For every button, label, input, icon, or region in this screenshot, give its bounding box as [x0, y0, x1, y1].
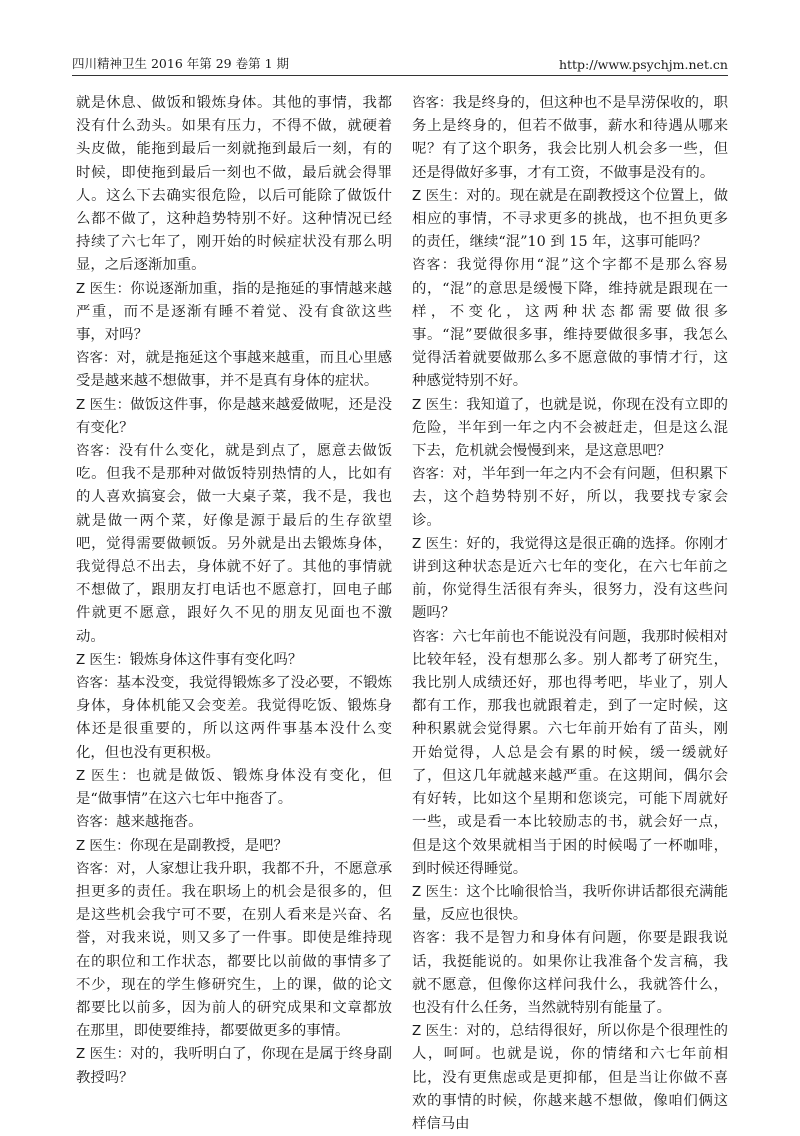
speaker-label: Z 医生： — [76, 838, 130, 854]
running-header — [72, 52, 728, 76]
speaker-label: 咨客： — [412, 258, 457, 274]
journal-url: http://www.psychjm.net.cn — [558, 57, 728, 72]
paragraph-text: 锻炼身体这件事有变化吗？ — [129, 651, 303, 668]
paragraph — [76, 278, 392, 348]
paragraph — [76, 672, 392, 765]
speaker-label: 咨客： — [76, 351, 117, 367]
paragraph-text: 我是终身的，但这种也不是旱涝保收的，职务上是终身的，但若不做事，薪水和待遇从哪来呢？有了这个职务，我会比别人机会多一些，但还是得做好多事，才有工资，不做事是没有的。 — [412, 95, 728, 181]
paragraph — [412, 254, 728, 393]
paragraph-text: 我知道了，也就是说，你现在没有立即的危险，半年到一年之内不会被赶走，但是这么混下去，危机就会慢慢到来，是这意思吧？ — [412, 396, 728, 460]
paragraph-text: 对的。现在就是在副教授这个位置上，做相应的事情，不寻求更多的挑战，也不担负更多的责任，继续“混”10 到 15 年，这事可能吗？ — [412, 187, 728, 251]
paragraph — [412, 463, 728, 533]
speaker-label: Z 医生： — [76, 768, 137, 784]
paragraph — [76, 347, 392, 393]
paragraph — [412, 92, 728, 185]
paragraph-text: 六七年前也不能说没有问题，我那时候相对比较年轻，没有想那么多。别人都考了研究生，我比别人成绩还好，那也得考吧，毕业了，别人都有工作，那我也就跟着走，到了一定时候，这种积累就会觉得累。六七年前开始有了苗头，刚开始觉得，人总是会有累的时候，缓一缓就好了，但这几年就越来越严重。在这期间，偶尔会有好转，比如这个星期和您谈完，可能下周就好一些，或是看一本比较励志的书，就会好一点，但是这个效果就相当于困的时候喝了一杯咖啡，到时候还得睡觉。 — [412, 628, 728, 877]
speaker-label: Z 医生： — [76, 281, 131, 297]
paragraph-text: 对的，我听明白了，你现在是属于终身副教授吗？ — [76, 1046, 392, 1086]
paragraph-text: 没有什么变化，就是到点了，愿意去做饭吃。但我不是那种对做饭特别热情的人，比如有的人喜欢搞宴会，做一大桌子菜，我不是，我也就是做一两个菜，好像是源于最后的生存欲望吧，觉得需要做顿饭。另外就是出去锻炼身体，我觉得总不出去，身体就不好了。其他的事情就不想做了，跟朋友打电话也不愿意打，回电子邮件就更不愿意，跟好久不见的朋友见面也不激动。 — [76, 443, 392, 645]
speaker-label: Z 医生： — [412, 397, 467, 413]
paragraph-text: 做饭这件事，你是越来越爱做呢，还是没有变化？ — [76, 396, 392, 436]
paragraph-text: 对的，总结得很好，所以你是个很理性的人，呵呵。也就是说，你的情绪和六七年前相比，没有更焦虑或是更抑郁，但是当让你做不喜欢的事情的时候，你越来越不想做，像咱们俩这样信马由 — [412, 1023, 728, 1132]
paragraph-text: 好的，我觉得这是很正确的选择。你刚才讲到这种状态是近六七年的变化，在六七年前之前，你觉得生活很有奔头，很努力，没有这些问题吗？ — [412, 535, 728, 622]
paragraph — [76, 394, 392, 440]
speaker-label: 咨客： — [76, 676, 117, 692]
speaker-label: 咨客： — [412, 96, 453, 111]
paragraph-text: 对，人家想让我升职，我都不升，不愿意承担更多的责任。我在职场上的机会是很多的，但是这些机会我宁可不要，在别人看来是兴奋、名誉，对我来说，则又多了一件事。即使是维持现在的职位和工作状态，都要比以前做的事情多了不少，现在的学生修研究生，上的课，做的论文都要比以前多，因为前人的研究成果和文章都放在那里，即使要维持，都要做更多的事情。 — [76, 860, 392, 1040]
left-column — [76, 92, 392, 1090]
paragraph — [412, 626, 728, 881]
paragraph-text: 你说逐渐加重，指的是拖延的事情越来越严重，而不是逐渐有睡不着觉、没有食欲这些事，对吗？ — [76, 280, 392, 344]
paragraph — [412, 881, 728, 927]
speaker-label: 咨客： — [412, 629, 453, 645]
speaker-label: Z 医生： — [76, 652, 130, 668]
speaker-label: 咨客： — [76, 861, 117, 877]
paragraph — [412, 185, 728, 255]
speaker-label: Z 医生： — [76, 397, 131, 413]
paragraph — [412, 533, 728, 626]
right-column — [412, 92, 728, 1136]
paragraph — [76, 765, 392, 811]
speaker-label: Z 医生： — [412, 1024, 467, 1040]
paragraph-text: 这个比喻很恰当，我听你讲话都很充满能量，反应也很快。 — [412, 883, 728, 924]
paragraph — [412, 1020, 728, 1136]
paragraph — [412, 927, 728, 1020]
speaker-label: 咨客： — [412, 467, 453, 483]
paragraph — [76, 1043, 392, 1089]
paragraph — [76, 858, 392, 1044]
speaker-label: Z 医生： — [412, 536, 467, 552]
paragraph-text: 也就是做饭、锻炼身体没有变化，但是“做事情”在这六七年中拖沓了。 — [76, 767, 392, 808]
paragraph — [76, 835, 392, 858]
paragraph — [76, 440, 392, 649]
speaker-label: 咨客： — [76, 444, 119, 460]
paragraph-text: 越来越拖沓。 — [116, 814, 203, 831]
speaker-label: Z 医生： — [76, 1047, 131, 1063]
paragraph-text: 你现在是副教授，是吧？ — [129, 837, 288, 854]
paragraph-text: 我不是智力和身体有问题，你要是跟我说话，我挺能说的。如果你让我准备个发言稿，我就不愿意，但像你这样问我什么，我就答什么，也没有什么任务，当然就特别有能量了。 — [412, 930, 728, 1016]
journal-citation: 四川精神卫生 2016 年第 29 卷第 1 期 — [72, 56, 290, 71]
paragraph — [76, 92, 392, 278]
paragraph-text: 就是休息、做饭和锻炼身体。其他的事情，我都没有什么劲头。如果有压力，不得不做，就硬着头皮做，能拖到最后一刻就拖到最后一刻，有的时候，即使拖到最后一刻也不做，最后就会得罪人。这么下去确实很危险，以后可能除了做饭什么都不做了，这种趋势特别不好。这种情况已经持续了六七年了，刚开始的时候症状没有那么明显，之后逐渐加重。 — [76, 95, 392, 274]
paragraph — [412, 394, 728, 464]
speaker-label: Z 医生： — [412, 188, 467, 204]
paragraph-text: 我觉得你用“混”这个字都不是那么容易的，“混”的意思是缓慢下降，维持就是跟现在一样，不变化，这两种状态都需要做很多事。“混”要做很多事，维持要做很多事，我怎么觉得活着就要做那么多不愿意做的事情才行，这种感觉特别不好。 — [412, 257, 729, 390]
paragraph-text: 对，就是拖延这个事越来越重，而且心里感受是越来越不想做事，并不是真有身体的症状。 — [76, 350, 392, 390]
speaker-label: 咨客： — [76, 815, 117, 831]
paragraph — [76, 811, 392, 834]
paragraph-text: 对，半年到一年之内不会有问题，但积累下去，这个趋势特别不好，所以，我要找专家会诊。 — [412, 466, 728, 529]
paragraph-text: 基本没变，我觉得锻炼多了没必要，不锻炼身体，身体机能又会变差。我觉得吃饭、锻炼身体还是很重要的，所以这两件事基本没什么变化，但也没有更积极。 — [76, 675, 392, 761]
speaker-label: 咨客： — [412, 931, 455, 947]
paragraph — [76, 649, 392, 672]
speaker-label: Z 医生： — [412, 884, 467, 900]
